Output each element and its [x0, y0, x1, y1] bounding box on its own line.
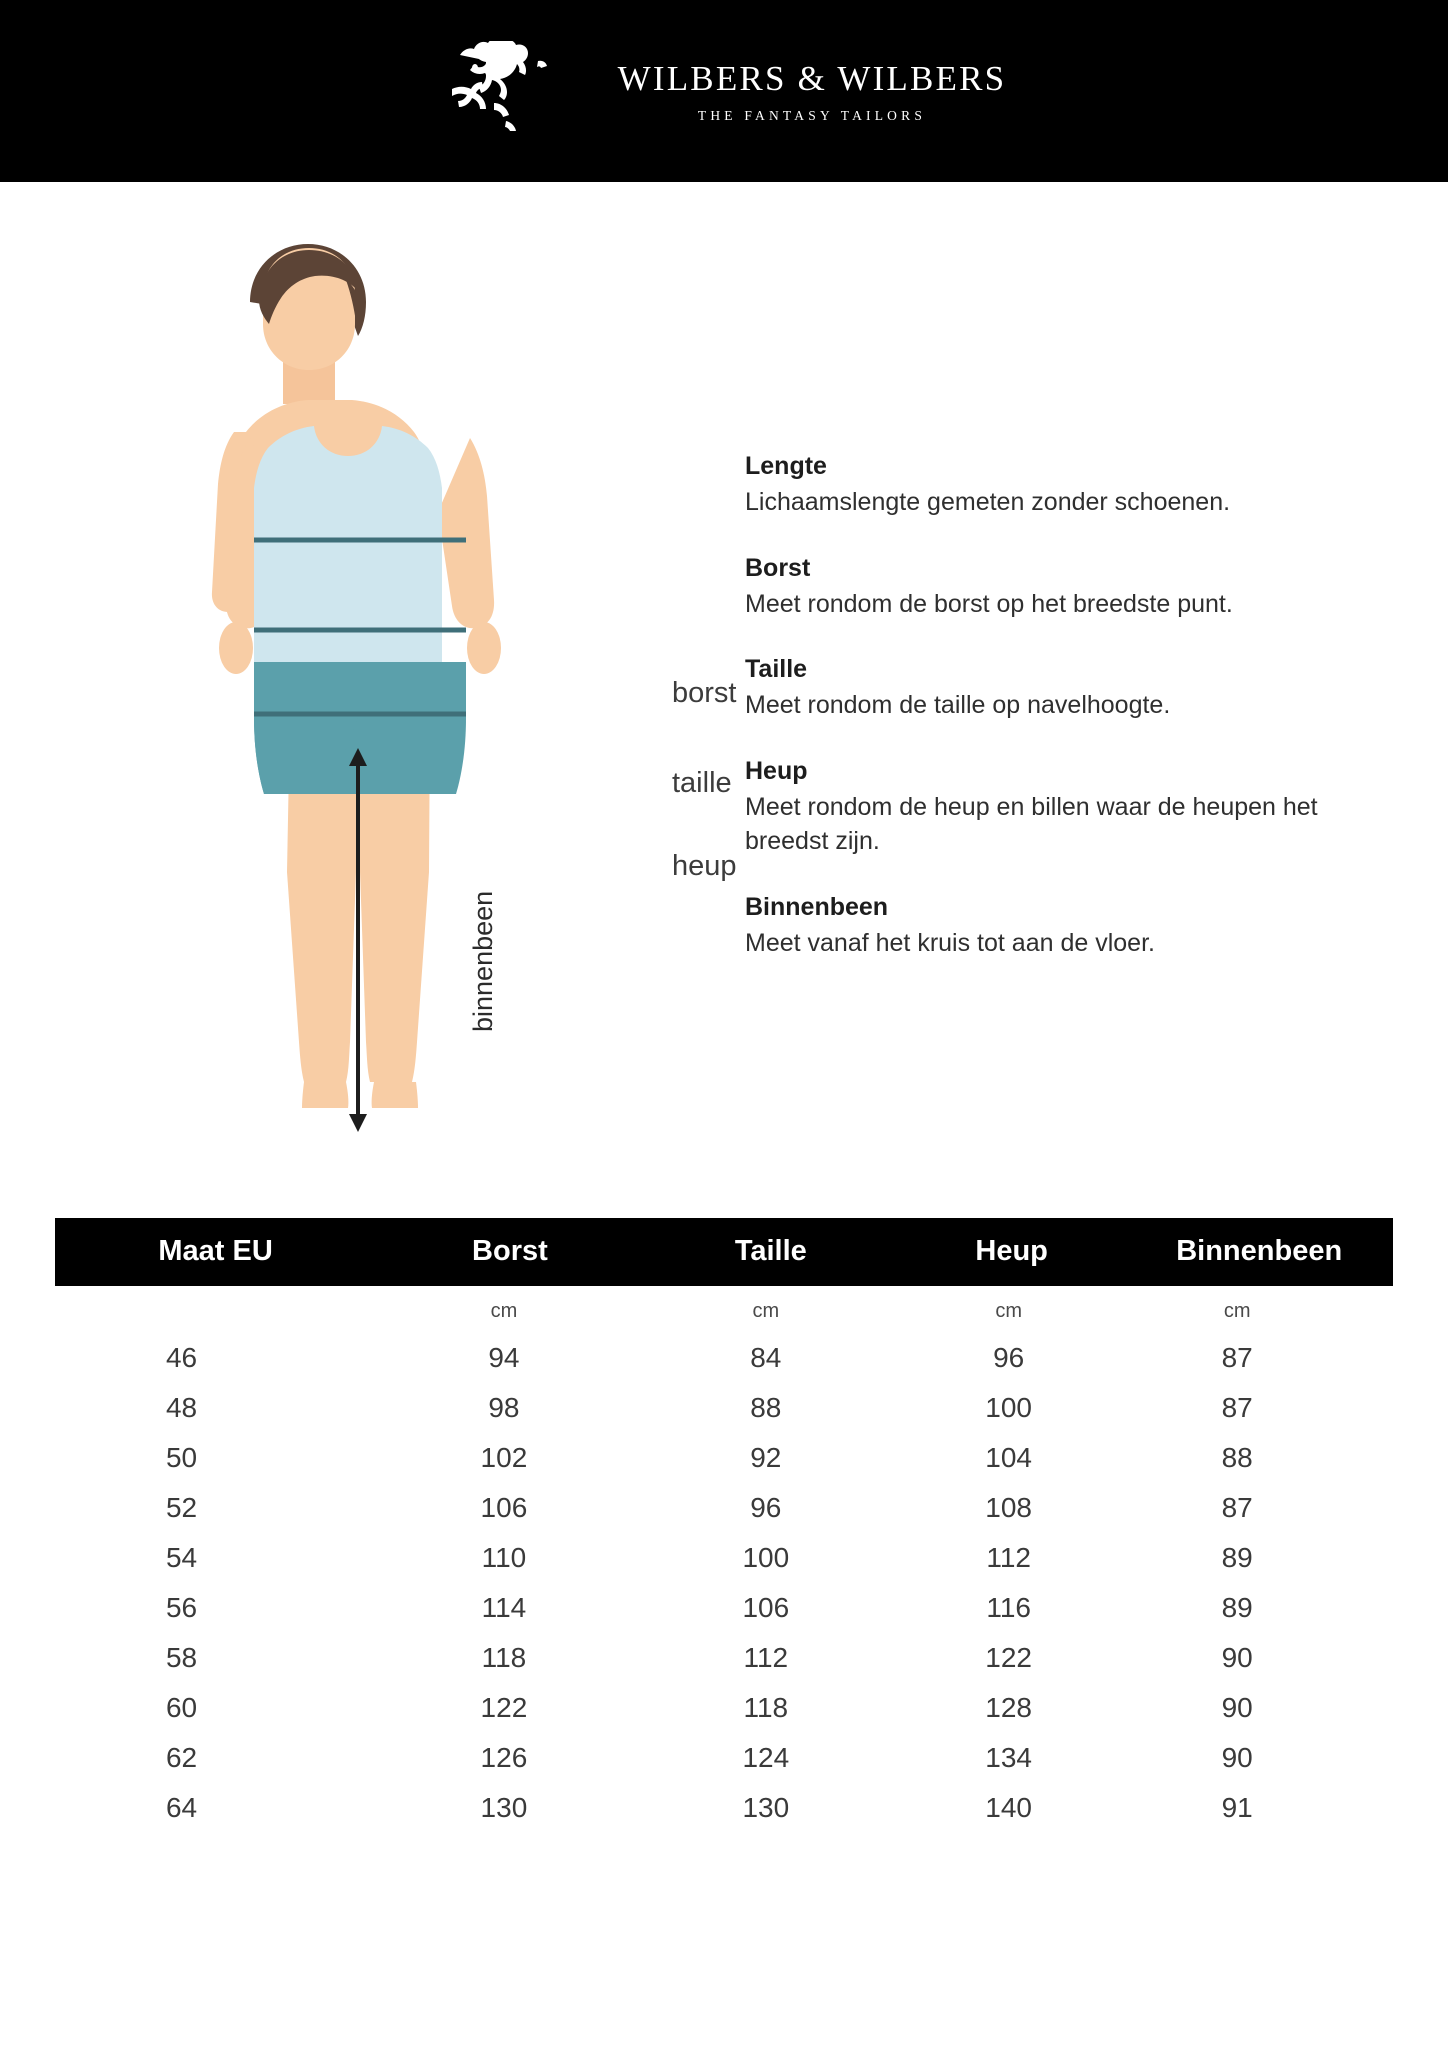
- cell-chest: 94: [488, 1342, 520, 1373]
- header-inseam: Binnenbeen: [1125, 1218, 1393, 1286]
- cell-hip: 96: [993, 1342, 1025, 1373]
- cell-chest: 118: [481, 1642, 527, 1673]
- cell-waist: 118: [743, 1692, 789, 1723]
- cell-inseam: 89: [1221, 1542, 1253, 1573]
- description-borst: [745, 554, 1385, 622]
- cell-chest: 102: [480, 1442, 528, 1473]
- table-header-row: [55, 1218, 1393, 1286]
- label-chest: borst: [672, 677, 737, 709]
- header-size: Maat EU: [55, 1218, 376, 1286]
- table-row: [55, 1483, 1393, 1533]
- description-title: Lengte: [745, 452, 827, 480]
- cell-hip: 108: [985, 1492, 1032, 1523]
- cell-hip: 128: [985, 1692, 1032, 1723]
- measurement-descriptions: [745, 452, 1385, 960]
- cell-inseam: 87: [1221, 1392, 1253, 1423]
- cell-inseam: 88: [1221, 1442, 1253, 1473]
- cell-waist: 100: [742, 1542, 790, 1573]
- logo-text: [618, 59, 1007, 124]
- cell-waist: 92: [750, 1442, 782, 1473]
- cell-size: 54: [165, 1542, 198, 1573]
- table-row: [55, 1583, 1393, 1633]
- cell-inseam: 91: [1221, 1792, 1253, 1823]
- cell-chest: 114: [481, 1592, 527, 1623]
- table-row: [55, 1433, 1393, 1483]
- description-heup: [745, 757, 1385, 859]
- unit-size: [55, 1286, 376, 1333]
- cell-waist: 84: [750, 1342, 782, 1373]
- cell-size: 62: [165, 1742, 198, 1773]
- label-inseam: binnenbeen: [468, 890, 498, 1032]
- jester-horse-logo-icon: [442, 41, 592, 141]
- cell-chest: 106: [480, 1492, 528, 1523]
- header-waist: Taille: [644, 1218, 898, 1286]
- cell-waist: 106: [742, 1592, 790, 1623]
- table-row: [55, 1683, 1393, 1733]
- cell-chest: 110: [481, 1542, 527, 1573]
- cell-size: 48: [165, 1392, 198, 1423]
- size-table-container: [55, 1218, 1393, 1833]
- cell-inseam: 90: [1221, 1642, 1253, 1673]
- body-figure: [150, 242, 737, 1202]
- table-row: [55, 1783, 1393, 1833]
- unit-inseam: cm: [1223, 1300, 1251, 1322]
- cell-hip: 116: [986, 1592, 1031, 1623]
- cell-waist: 124: [742, 1742, 790, 1773]
- brand-tagline: THE FANTASY TAILORS: [697, 107, 927, 123]
- cell-hip: 140: [985, 1792, 1032, 1823]
- unit-waist: cm: [752, 1300, 780, 1322]
- cell-size: 56: [165, 1592, 198, 1623]
- cell-hip: 112: [986, 1542, 1031, 1573]
- cell-waist: 130: [742, 1792, 790, 1823]
- table-row: [55, 1383, 1393, 1433]
- label-waist: taille: [672, 767, 732, 799]
- table-row: [55, 1533, 1393, 1583]
- cell-size: 64: [165, 1792, 198, 1823]
- description-title: Borst: [745, 553, 811, 582]
- cell-size: 58: [165, 1642, 198, 1673]
- cell-hip: 122: [985, 1642, 1032, 1673]
- cell-inseam: 90: [1221, 1692, 1253, 1723]
- description-body: Meet rondom de taille op navelhoogte.: [745, 691, 1171, 719]
- cell-chest: 130: [480, 1792, 528, 1823]
- label-hip: heup: [672, 850, 737, 882]
- size-table-body: [55, 1286, 1393, 1833]
- logo: [442, 41, 1007, 141]
- cell-waist: 112: [743, 1642, 789, 1673]
- header-chest: Borst: [376, 1218, 644, 1286]
- male-body-illustration-icon: [150, 242, 650, 1202]
- cell-hip: 100: [985, 1392, 1032, 1423]
- size-table: [55, 1218, 1393, 1833]
- description-title: Taille: [745, 655, 808, 683]
- cell-size: 46: [165, 1342, 198, 1373]
- description-body: Meet vanaf het kruis tot aan de vloer.: [745, 928, 1155, 957]
- unit-hip: cm: [995, 1300, 1022, 1322]
- header-hip: Heup: [898, 1218, 1125, 1286]
- cell-size: 50: [165, 1442, 198, 1473]
- cell-chest: 122: [480, 1692, 528, 1723]
- table-row: [55, 1733, 1393, 1783]
- cell-size: 52: [165, 1492, 198, 1523]
- measurement-guide: [0, 182, 1448, 1222]
- brand-header: [0, 0, 1448, 182]
- description-title: Binnenbeen: [745, 892, 889, 921]
- table-row: [55, 1333, 1393, 1383]
- cell-waist: 88: [750, 1392, 782, 1423]
- cell-hip: 134: [985, 1742, 1032, 1773]
- description-body: Meet rondom de borst op het breedste punt.: [745, 589, 1233, 618]
- brand-name: WILBERS & WILBERS: [617, 58, 1007, 98]
- cell-chest: 98: [488, 1392, 520, 1423]
- cell-hip: 104: [985, 1442, 1032, 1473]
- description-binnenbeen: [745, 893, 1385, 961]
- description-body: Meet rondom de heup en billen waar de heupen het breedst zijn.: [745, 792, 1318, 855]
- unit-chest: cm: [490, 1300, 518, 1322]
- description-title: Heup: [745, 756, 808, 785]
- cell-inseam: 90: [1221, 1742, 1253, 1773]
- cell-inseam: 87: [1221, 1492, 1253, 1523]
- cell-chest: 126: [480, 1742, 528, 1773]
- cell-inseam: 89: [1221, 1592, 1253, 1623]
- description-lengte: [745, 452, 1385, 520]
- cell-inseam: 87: [1221, 1342, 1253, 1373]
- description-body: Lichaamslengte gemeten zonder schoenen.: [745, 488, 1231, 516]
- cell-waist: 96: [750, 1492, 782, 1523]
- table-unit-row: [55, 1286, 1393, 1333]
- description-taille: [745, 655, 1385, 723]
- size-table-head: [55, 1218, 1393, 1286]
- cell-size: 60: [165, 1692, 198, 1723]
- table-row: [55, 1633, 1393, 1683]
